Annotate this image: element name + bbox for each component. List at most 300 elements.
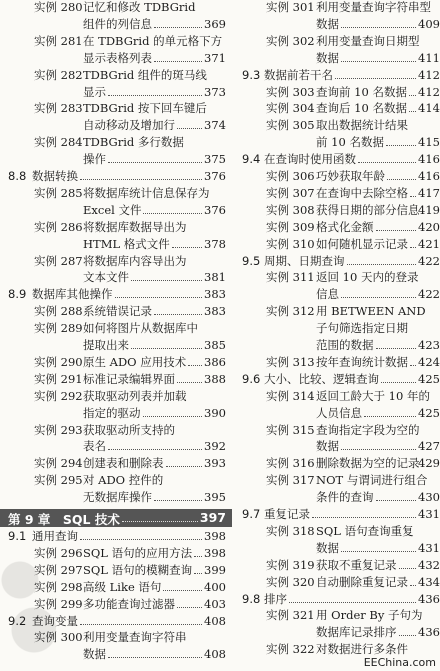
entry-title: TDBGrid 多行数据 — [83, 135, 184, 150]
example-number: 实例 300 — [34, 630, 83, 645]
toc-continuation — [0, 152, 232, 166]
page-number: 398 — [204, 545, 226, 560]
dot-leader — [341, 551, 416, 552]
example-number: 实例 280 — [34, 0, 83, 14]
section-number: 9.5 — [242, 253, 261, 268]
toc-continuation — [232, 541, 440, 555]
page-number: 383 — [204, 304, 226, 319]
page-number: 375 — [204, 152, 226, 167]
page-number: 369 — [204, 16, 226, 31]
page-number: 425 — [418, 371, 440, 386]
example-number: 实例 291 — [34, 371, 83, 386]
toc-continuation — [0, 85, 232, 99]
toc-example — [0, 254, 232, 268]
entry-title: 将数据库数据导出为 — [83, 219, 187, 234]
dot-leader — [177, 382, 202, 383]
toc-continuation — [0, 338, 232, 352]
toc-continuation — [0, 270, 232, 284]
entry-title: 如何将图片从数据库中 — [83, 321, 198, 336]
toc-example — [232, 575, 440, 589]
entry-title: 在查询中去除空格 — [316, 185, 408, 200]
toc-example — [0, 372, 232, 386]
example-number: 实例 290 — [34, 354, 83, 369]
toc-continuation — [232, 135, 440, 149]
dot-leader — [410, 247, 416, 248]
dot-leader — [410, 365, 416, 366]
entry-title: 巧妙获取年龄 — [316, 169, 385, 183]
entry-title: 文本文件 — [83, 270, 129, 285]
entry-title: 获取驱动列表并加载 — [83, 388, 187, 403]
toc-example — [232, 85, 440, 99]
page-number: 381 — [204, 270, 226, 285]
entry-title: TDBGrid 按下回车键后 — [83, 101, 207, 116]
dot-leader — [386, 145, 416, 146]
dot-leader — [108, 449, 202, 450]
dot-leader — [399, 568, 417, 569]
toc-example — [232, 186, 440, 200]
dot-leader — [399, 635, 417, 636]
entry-title: 无数据库操作 — [83, 490, 152, 505]
toc-example — [232, 473, 440, 487]
page-number: 408 — [204, 647, 226, 662]
example-number: 实例 311 — [266, 270, 315, 285]
page-number: 390 — [204, 405, 226, 420]
dot-leader — [172, 247, 202, 248]
toc-example — [232, 101, 440, 115]
toc-section — [0, 169, 232, 183]
section-number: 9.4 — [242, 152, 261, 167]
page-number: 416 — [418, 169, 440, 183]
toc-example — [0, 563, 232, 577]
dot-leader — [410, 196, 416, 197]
example-number: 实例 307 — [266, 185, 315, 200]
entry-title: 用 BETWEEN AND — [316, 304, 426, 319]
entry-title: 范围的数据 — [316, 338, 374, 352]
dot-leader — [80, 179, 202, 180]
page-number: 398 — [204, 529, 226, 543]
toc-example — [232, 456, 440, 470]
entry-title: 利用变量查询字符串 — [83, 630, 187, 645]
dot-leader — [312, 517, 416, 518]
dot-leader — [381, 382, 416, 383]
toc-continuation — [0, 51, 232, 65]
entry-title: 显示 — [83, 84, 106, 99]
toc-section — [232, 372, 440, 386]
dot-leader — [143, 213, 202, 214]
page-number: 374 — [204, 118, 226, 133]
entry-title: 组件的列信息 — [83, 16, 152, 31]
toc-section — [232, 592, 440, 606]
dot-leader — [341, 297, 416, 298]
entry-title: 利用变量查询字符串型 — [316, 0, 431, 14]
dot-leader — [341, 27, 416, 28]
dot-leader — [108, 657, 202, 658]
example-number: 实例 289 — [34, 321, 83, 336]
toc-example — [232, 304, 440, 318]
page-number: 431 — [418, 540, 440, 555]
toc-section — [0, 529, 232, 543]
entry-title: 大小、比较、逻辑查询 — [264, 371, 379, 386]
entry-title: 自动删除重复记录 — [316, 574, 408, 589]
dot-leader — [335, 78, 416, 79]
entry-title: 删除数据为空的记录 — [316, 456, 420, 471]
toc-example — [0, 0, 232, 14]
entry-title: 数据库其他操作 — [32, 287, 113, 302]
toc-section — [0, 614, 232, 628]
toc-example — [232, 558, 440, 572]
page-number: 397 — [199, 510, 226, 525]
page-number: 385 — [204, 338, 226, 352]
example-number: 实例 315 — [266, 422, 315, 437]
toc-continuation — [0, 203, 232, 217]
page-number: 434 — [418, 574, 440, 589]
entry-title: 数据 — [316, 439, 339, 454]
page-number: 424 — [418, 354, 440, 369]
toc-example — [0, 423, 232, 437]
example-number: 实例 317 — [266, 473, 315, 488]
entry-title: 标准记录编辑界面 — [83, 371, 175, 386]
page-number: 411 — [418, 50, 440, 65]
dot-leader — [166, 466, 203, 467]
entry-title: 取出数据统计结果 — [316, 118, 408, 133]
dot-leader — [341, 449, 416, 450]
example-number: 实例 285 — [34, 185, 83, 200]
dot-leader — [80, 624, 202, 625]
entry-title: 按年查询统计数据 — [316, 354, 408, 369]
toc-continuation — [232, 338, 440, 352]
dot-leader — [177, 128, 202, 129]
page-number: 427 — [418, 439, 440, 454]
entry-title: 查询变量 — [32, 613, 78, 628]
toc-example — [232, 34, 440, 48]
entry-title: 数据库记录排序 — [316, 625, 397, 640]
entry-title: 条件的查询 — [316, 490, 374, 505]
toc-continuation — [0, 406, 232, 420]
toc-example — [0, 580, 232, 594]
example-number: 实例 298 — [34, 579, 83, 594]
toc-continuation — [0, 647, 232, 661]
example-number: 实例 306 — [266, 169, 315, 183]
entry-title: 返回工龄大于 10 年的 — [316, 388, 430, 403]
toc-example — [232, 642, 440, 656]
entry-title: 对数据进行多条件 — [316, 642, 408, 657]
dot-leader — [194, 573, 202, 574]
toc-example — [232, 169, 440, 183]
entry-title: 利用变量查询日期型 — [316, 33, 420, 48]
entry-title: 查询后 10 名数据 — [316, 101, 407, 116]
toc-example — [0, 68, 232, 82]
entry-title: TDBGrid 组件的斑马线 — [83, 67, 207, 82]
toc-example — [232, 270, 440, 284]
toc-section — [232, 68, 440, 82]
entry-title: 数据 — [316, 50, 339, 65]
entry-title: 将数据库统计信息保存为 — [83, 185, 210, 200]
page-number: 395 — [204, 490, 226, 505]
toc-section — [232, 254, 440, 268]
section-number: 9.6 — [242, 371, 261, 386]
page-number: 415 — [418, 135, 440, 150]
example-number: 实例 287 — [34, 253, 83, 268]
toc-section — [232, 152, 440, 166]
dot-leader — [341, 61, 416, 62]
page-number: 412 — [418, 67, 440, 82]
section-number: 9.1 — [8, 529, 27, 543]
example-number: 实例 319 — [266, 557, 315, 572]
entry-title: 通用查询 — [32, 529, 78, 543]
entry-title: 显示表格列表 — [83, 50, 152, 65]
example-number: 实例 320 — [266, 574, 315, 589]
entry-title: 数据前若干名 — [264, 67, 333, 82]
entry-title: 指定的驱动 — [83, 405, 141, 420]
example-number: 实例 281 — [34, 33, 83, 48]
page-number: 386 — [204, 354, 226, 369]
dot-leader — [122, 521, 198, 522]
entry-title: 操作 — [83, 152, 106, 167]
entry-title: 将数据库内容导出为 — [83, 253, 187, 268]
example-number: 实例 318 — [266, 523, 315, 538]
toc-continuation — [0, 490, 232, 504]
page-number: 400 — [204, 579, 226, 594]
toc-continuation — [232, 406, 440, 420]
page-number: 423 — [418, 338, 440, 352]
toc-continuation — [232, 439, 440, 453]
page-number: 376 — [204, 169, 226, 183]
dot-leader — [154, 500, 202, 501]
entry-title: Excel 文件 — [83, 202, 142, 217]
example-number: 实例 316 — [266, 456, 315, 471]
entry-title: 返回 10 天内的登录 — [316, 270, 419, 285]
page-number: 420 — [418, 219, 440, 234]
page-number: 436 — [418, 591, 440, 606]
example-number: 实例 295 — [34, 473, 83, 488]
example-number: 实例 321 — [266, 608, 315, 623]
page-number: 412 — [418, 84, 440, 99]
page-number: 371 — [204, 50, 226, 65]
example-number: 实例 308 — [266, 202, 315, 217]
example-number: 实例 314 — [266, 388, 315, 403]
toc-example — [0, 597, 232, 611]
dot-leader — [154, 61, 202, 62]
dot-leader — [154, 314, 202, 315]
dot-leader — [289, 602, 416, 603]
toc-continuation — [0, 439, 232, 453]
toc-example — [232, 237, 440, 251]
toc-example — [232, 423, 440, 437]
example-number: 实例 283 — [34, 101, 83, 116]
page-number: 408 — [204, 613, 226, 628]
toc-continuation — [0, 118, 232, 132]
page-number: 383 — [204, 287, 226, 302]
dot-leader — [376, 348, 417, 349]
entry-title: 子句筛选指定日期 — [316, 321, 408, 336]
dot-leader — [410, 585, 416, 586]
toc-example — [0, 546, 232, 560]
dot-leader — [177, 607, 202, 608]
example-number: 实例 303 — [266, 84, 315, 99]
entry-title: 记忆和修改 TDBGrid — [83, 0, 196, 14]
toc-example — [232, 118, 440, 132]
entry-title: 对 ADO 控件的 — [83, 473, 164, 488]
dot-leader — [163, 590, 202, 591]
example-number: 实例 304 — [266, 101, 315, 116]
example-number: 实例 312 — [266, 304, 315, 319]
toc-example — [0, 473, 232, 487]
toc-continuation — [232, 51, 440, 65]
page-number: 419 — [418, 202, 440, 217]
dot-leader — [409, 95, 416, 96]
dot-leader — [347, 264, 417, 265]
entry-title: 查询前 10 名数据 — [316, 84, 407, 99]
toc-example — [0, 321, 232, 335]
section-number: 8.8 — [8, 169, 27, 183]
dot-leader — [358, 162, 416, 163]
page-number: 417 — [418, 185, 440, 200]
entry-title: 在查询时使用函数 — [264, 152, 356, 167]
toc-example — [0, 630, 232, 644]
toc-continuation — [232, 321, 440, 335]
toc-example — [0, 389, 232, 403]
toc-example — [232, 0, 440, 14]
entry-title: 格式化金额 — [316, 219, 374, 234]
toc-example — [232, 608, 440, 622]
dot-leader — [409, 111, 416, 112]
chapter-heading — [0, 509, 232, 527]
example-number: 实例 313 — [266, 354, 315, 369]
page-number: 425 — [418, 405, 440, 420]
toc-example — [232, 355, 440, 369]
example-number: 实例 286 — [34, 219, 83, 234]
example-number: 实例 310 — [266, 236, 315, 251]
toc-continuation — [0, 237, 232, 251]
entry-title: 如何随机显示记录 — [316, 236, 408, 251]
dot-leader — [387, 179, 416, 180]
example-number: 实例 293 — [34, 422, 83, 437]
page-number: 436 — [418, 625, 440, 640]
example-number: 实例 294 — [34, 456, 83, 471]
toc-section — [0, 287, 232, 301]
entry-title: 重复记录 — [264, 507, 310, 521]
dot-leader — [188, 365, 202, 366]
page-number: 422 — [418, 253, 440, 268]
dot-leader — [376, 500, 417, 501]
entry-title: 周期、日期查询 — [264, 253, 345, 268]
toc-example — [0, 456, 232, 470]
entry-title: 提取出来 — [83, 338, 129, 352]
toc-continuation — [232, 490, 440, 504]
example-number: 实例 299 — [34, 596, 83, 611]
toc-example — [0, 186, 232, 200]
entry-title: 排序 — [264, 591, 287, 606]
page-number: 429 — [418, 456, 440, 471]
entry-title: 第 9 章 SQL 技术 — [8, 512, 120, 527]
dot-leader — [108, 95, 202, 96]
dot-leader — [194, 556, 202, 557]
page-number: 431 — [418, 507, 440, 521]
example-number: 实例 292 — [34, 388, 83, 403]
toc-example — [232, 220, 440, 234]
dot-leader — [154, 27, 202, 28]
entry-title: 前 10 名数据 — [316, 135, 384, 150]
entry-title: 原生 ADO 应用技术 — [83, 354, 187, 369]
page-number: 376 — [204, 202, 226, 217]
entry-title: NOT 与谓词进行组合 — [316, 473, 428, 488]
section-number: 9.3 — [242, 67, 261, 82]
toc-section — [232, 507, 440, 521]
entry-title: 系统错误记录 — [83, 304, 152, 319]
site-watermark: EEChina.com — [363, 656, 436, 669]
page-number: 430 — [418, 490, 440, 505]
toc-continuation — [232, 17, 440, 31]
page-number: 378 — [204, 236, 226, 251]
example-number: 实例 282 — [34, 67, 83, 82]
section-number: 9.7 — [242, 507, 261, 521]
dot-leader — [108, 162, 202, 163]
entry-title: 数据 — [316, 540, 339, 555]
entry-title: 用 Order By 子句为 — [316, 608, 423, 623]
dot-leader — [115, 297, 203, 298]
page-number: 422 — [418, 287, 440, 302]
page-number: 403 — [204, 596, 226, 611]
toc-example — [0, 304, 232, 318]
dot-leader — [376, 230, 417, 231]
page-number: 392 — [204, 439, 226, 454]
toc-continuation — [232, 287, 440, 301]
toc-example — [0, 355, 232, 369]
entry-title: SQL 语句的应用方法 — [83, 545, 193, 560]
toc-example — [0, 135, 232, 149]
toc-example — [232, 524, 440, 538]
dot-leader — [143, 416, 203, 417]
example-number: 实例 297 — [34, 562, 83, 577]
entry-title: 表名 — [83, 439, 106, 454]
entry-title: 信息 — [316, 287, 339, 302]
page-number: 416 — [418, 152, 440, 167]
page-number: 414 — [418, 101, 440, 116]
example-number: 实例 322 — [266, 642, 315, 657]
example-number: 实例 296 — [34, 545, 83, 560]
page-number: 421 — [418, 236, 440, 251]
toc-example — [0, 101, 232, 115]
toc-continuation — [0, 17, 232, 31]
entry-title: 获取不重复记录 — [316, 557, 397, 572]
example-number: 实例 284 — [34, 135, 83, 150]
page-number: 388 — [204, 371, 226, 386]
entry-title: HTML 格式文件 — [83, 236, 170, 251]
entry-title: 在 TDBGrid 的单元格下方 — [83, 33, 223, 48]
dot-leader — [131, 280, 202, 281]
dot-leader — [131, 348, 202, 349]
example-number: 实例 288 — [34, 304, 83, 319]
entry-title: 获取驱动所支持的 — [83, 422, 175, 437]
toc-example — [0, 34, 232, 48]
entry-title: 高级 Like 语句 — [83, 579, 162, 594]
section-number: 9.8 — [242, 591, 261, 606]
page-number: 399 — [204, 562, 226, 577]
entry-title: SQL 语句的模糊查询 — [83, 562, 193, 577]
page-number: 409 — [418, 16, 440, 31]
example-number: 实例 302 — [266, 33, 315, 48]
toc-example — [0, 220, 232, 234]
entry-title: 创建表和删除表 — [83, 456, 164, 471]
page-number: 373 — [204, 84, 226, 99]
entry-title: 获得日期的部分信息 — [316, 202, 420, 217]
entry-title: 查询指定字段为空的 — [316, 422, 420, 437]
entry-title: 自动移动及增加行 — [83, 118, 175, 133]
section-number: 9.2 — [8, 613, 27, 628]
section-number: 8.9 — [8, 287, 27, 302]
entry-title: 数据 — [316, 16, 339, 31]
toc-example — [232, 389, 440, 403]
